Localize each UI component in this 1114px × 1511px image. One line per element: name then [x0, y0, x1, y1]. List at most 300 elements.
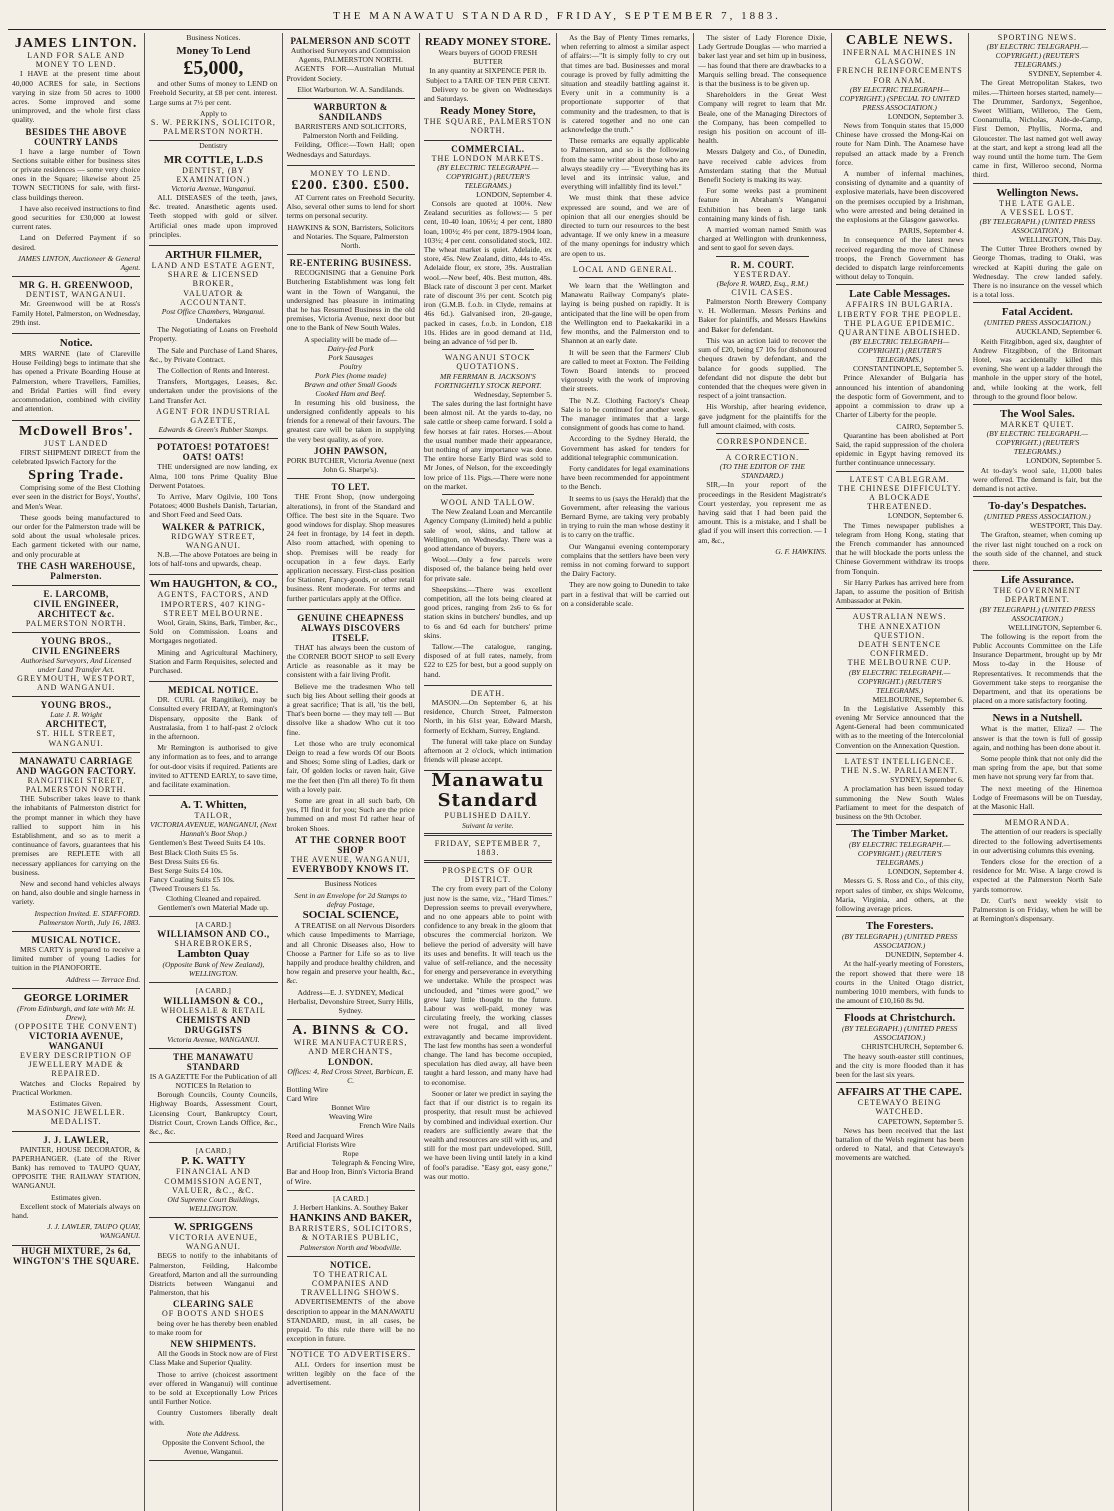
rule — [442, 494, 534, 495]
london-date: LONDON, September 4. — [476, 189, 552, 199]
death-body: MASON.—On September 6, at his residence, Church Street, Palmerston North, in his 61st year, Edward Marsh, formerly of Eckham, Surrey, England. — [423, 697, 552, 735]
ad-carriage — [12, 753, 140, 932]
hankins-addr: Palmerston North and Woodville. — [299, 1242, 402, 1252]
nutshell-body2: Some people think that not only did the man spring from the ape, but that some men have not sprung very far from that. — [972, 753, 1102, 782]
whitten-l4: Best Serge Suits £4 10s. — [149, 866, 223, 875]
ad-theatrical-notice — [287, 1257, 415, 1351]
walker-body: N.B.—The above Potatoes are being in lots of half-tons and upwards, cheap. — [149, 549, 278, 569]
col5-body2: These remarks are equally applicable to Palmerston, and so is the following from the same writer about those who are always steadily cry — "Everything has its level and its intrinsic value, and everything will infallibly find its level." — [561, 136, 690, 192]
filmer-head: ARTHUR FILMER, — [164, 249, 262, 262]
separator — [973, 814, 1102, 815]
young-4: GREYMOUTH, WESTPORT, AND WANGANUI. — [17, 673, 136, 693]
genuine-head: GENUINE CHEAPNESS ALWAYS DISCOVERS ITSELF. — [297, 612, 405, 643]
separator — [836, 753, 964, 754]
correction-head: A CORRECTION. — [725, 453, 800, 463]
money-amts: £200. £300. £500. — [291, 178, 410, 194]
death-head: DEATH. — [470, 688, 505, 698]
notice-head: Notice. — [59, 337, 93, 350]
fatal: Fatal Accident. — [1001, 306, 1073, 319]
ad-binns — [287, 1020, 415, 1191]
foresters-date: DUNEDIN, September 4. — [885, 950, 964, 960]
loan-body: I have also received instructions to find good securities for £30,000 at lowest current rates. — [12, 203, 141, 232]
london-markets: THE LONDON MARKETS. — [431, 153, 545, 163]
column-8 — [969, 33, 1106, 1511]
pal-sub: Authorised Surveyors and Commission Agents, PALMERSTON NORTH. — [290, 46, 411, 65]
life-date: WELLINGTON, September 6. — [1008, 622, 1102, 632]
civil-cases: CIVIL CASES. — [731, 287, 794, 297]
ad-palmerson — [287, 33, 415, 99]
carriage-sub: RANGITIKEI STREET, PALMERSTON NORTH. — [25, 775, 127, 794]
watty-sub: FINANCIAL AND COMMISSION AGENT, VALUER, &C., &C. — [164, 1167, 263, 1195]
separator — [836, 916, 964, 917]
filmer-l1: The Negotiating of Loans on Freehold Property. — [149, 325, 278, 344]
infernal-date: LONDON, September 3. — [887, 111, 964, 121]
column-7 — [832, 33, 969, 1511]
ad-lawler — [12, 1132, 140, 1246]
local-body4: According to the Sydney Herald, the Government has asked for tenders for additional telegraphic communication. — [561, 434, 690, 462]
ad-mcdowell — [12, 421, 140, 586]
cape-date: CAPETOWN, September 5. — [877, 1116, 964, 1126]
notice-body: MRS WARNE (late of Clareville House Feilding) begs to intimate that she has opened a Private Boarding House at Palmerston, where Travellers, Families, and Bridal Parties will find every accommodation, combined with civility and attention. — [12, 349, 141, 414]
binns-l2: Card Wire — [286, 1093, 318, 1103]
columns — [8, 33, 1106, 1511]
supply: A speciality will be made of— — [304, 334, 398, 344]
note: Note the Address. — [186, 1428, 241, 1438]
ad-ready-money — [424, 33, 552, 141]
gazette-head: THE MANAWATU STANDARD — [173, 1051, 254, 1072]
clearing: CLEARING SALE — [172, 1299, 254, 1310]
haughton-head: Wm HAUGHTON, & CO., — [149, 578, 278, 591]
latest-intel: LATEST INTELLIGENCE. — [844, 756, 955, 766]
tolet-head: TO LET. — [331, 482, 370, 493]
walker: WALKER & PATRICK, — [161, 521, 265, 532]
col6-body5: A married woman named Smith was charged at Wellington with drunkenness, and sent to gaol for seven days. — [698, 225, 827, 253]
medical-head: MEDICAL NOTICE. — [168, 685, 259, 696]
memoranda: MEMORANDA. — [1004, 818, 1071, 828]
life-tel: (BY TELEGRAPH.) (UNITED PRESS ASSOCIATION.) — [979, 604, 1096, 623]
filmer-addr: Post Office Chambers, Wanganui. — [161, 307, 266, 317]
money-lend-body: AT Current rates on Freehold Security. Also, several other sums to lend for short terms on personal security. — [286, 193, 415, 221]
musical-addr: Address — Terrace End. — [66, 974, 141, 984]
separator — [973, 570, 1102, 571]
hankins-sub: BARRISTERS, SOLICITORS, & NOTARIES PUBLIC, — [288, 1224, 413, 1243]
constantinople: CONSTANTINOPLE, September 5. — [852, 364, 964, 374]
ad-williamson — [149, 917, 277, 983]
wool-body: The New Zealand Loan and Mercantile Agency Company (Limited) held a public sale of wool, skins, and tallow at Wellington, on Wednesday. There was a good attendance of buyers. — [423, 507, 552, 553]
whitten-l1: Gentlemen's Best Tweed Suits £4 10s. — [149, 838, 266, 848]
rm-body3: His Worship, after hearing evidence, gave judgment for the plaintiffs for the full amount claimed, with costs. — [698, 402, 827, 430]
ad-watty — [149, 1143, 277, 1218]
melb-body: In the Legislative Assembly this evening Mr Service announced that the Agent-General had been communicated with as to the meeting of the Intercolonial Convention on the Annexation Question. — [835, 703, 964, 750]
masthead-motto: Suivant la verite. — [462, 820, 514, 830]
wool-sales: The Wool Sales. — [1000, 408, 1075, 421]
sydney-date: SYDNEY, September 6. — [890, 775, 964, 785]
hankins-head: HANKINS AND BAKER, — [289, 1212, 412, 1225]
adv-body: ALL Orders for insertion must be written legibly on the face of the advertisement. — [286, 1359, 415, 1387]
filmer-l2: The Sale and Purchase of Land Shares, &c., by Private Contract. — [149, 345, 278, 364]
gazette-sub: IS A GAZETTE For the Publication of all NOTICES In Relation to — [149, 1071, 277, 1091]
foresters: The Foresters. — [865, 920, 934, 933]
sporting-tel: (BY ELECTRIC TELEGRAPH.—COPYRIGHT.) (REUTER'S TELEGRAMS.) — [986, 42, 1089, 70]
clearing-sub: OF BOOTS AND SHOES — [162, 1309, 265, 1319]
todays: To-day's Despatches. — [988, 500, 1087, 513]
quarantine: QUARANTINE ABOLISHED. — [838, 328, 961, 338]
ad-musical — [12, 932, 140, 989]
musical-head: MUSICAL NOTICE. — [31, 935, 121, 945]
lorimer-opp: (OPPOSITE THE CONVENT) — [14, 1021, 138, 1031]
section-death — [424, 686, 552, 772]
larcomb-2: CIVIL ENGINEER, — [33, 598, 119, 609]
linton-body: I HAVE at the present time about 40,000 ACRES for sale, in Sections varying in size from 50 acres to 1000 acres. Some improved and some unimproved, and the whole first class quality. — [12, 69, 141, 125]
filmer-sub3: VALUATOR & ACCOUNTANT. — [179, 288, 247, 307]
corner-sig: AT THE CORNER BOOT SHOP — [294, 834, 407, 855]
whitten-sub: TAILOR, — [194, 811, 233, 821]
warb-body: Feilding, Office:—Town Hall; open Wednesdays and Saturdays. — [286, 140, 415, 159]
reentering-body: RECOGNISING that a Genuine Pork Butchering Establishment was long felt want in the Town of Wanganui, the undersigned has pleasure in intimating that he has Resumed Business in the old premises, Victoria Avenue, next door but one to the Bank of New South Wales. — [286, 268, 415, 333]
double-rule — [424, 833, 552, 836]
sporting-date: SYDNEY, September 4. — [1028, 69, 1102, 79]
tolet-body: THE Front Shop, (now undergoing alterations), in front of the Standard and Office. The best site in the Square. Two good windows for display. Shop measures 24 feet in frontage, by 14 feet in depth. Also room attached, with opening to shop. Premises will be ready for occupation in a few days. Early application necessary. First-class position for Stationer, Fancy-goods, or other retail business. Rent moderate. For terms and further particulars apply at the Office. — [286, 492, 415, 603]
social-head: SOCIAL SCIENCE, — [302, 909, 399, 922]
binns-head: A. BINNS & CO. — [292, 1023, 410, 1039]
corresp-head: CORRESPONDENCE. — [716, 436, 808, 446]
stock-head: WANGANUI STOCK QUOTATIONS. — [444, 353, 531, 372]
money-head: Money To Lend — [176, 45, 251, 58]
sporting: SPORTING NEWS. — [997, 33, 1078, 42]
filmer-sub2: SHARE & LICENSED BROKER, — [167, 270, 259, 289]
spriggens-body: BEGS to notify to the inhabitants of Palmerston, Feilding, Halcombe Greatford, Marton and all the surrounding Districts between Wanganui and Palmerston, that his — [149, 1251, 278, 1298]
ready-sig: Ready Money Store, — [440, 105, 536, 118]
reentering-body2: In resuming his old business, the undersigned confidently appeals to his friends for a renewal of their favours. The greatest care will be taken in supplying the very best quality, as of yore. — [286, 397, 415, 444]
separator — [973, 496, 1102, 497]
young2-3: ARCHITECT, — [45, 719, 107, 730]
melb-date: MELBOURNE, September 6. — [872, 694, 964, 704]
stock-date: Wednesday, September 5. — [473, 389, 552, 399]
spriggens-body3: Those to arrive (choicest assortment ever offered in Wanganui) will continue to be sold at Exceptionally Low Prices until Further Notice. — [149, 1369, 278, 1407]
supply-l2: Pork Sausages — [328, 352, 374, 362]
whitten-head: A. T. Whitten, — [180, 799, 247, 812]
todays-date: WESTPORT, This Day. — [1029, 521, 1102, 531]
carriage-sig: Inspection Invited. E. STAFFORD. Palmerston North, July 16, 1883. — [34, 908, 141, 927]
wool-body4: Tallow.—The catalogue, ranging, disposed of at full rates, namely, from £22 to £25 for best, but a good supply on hand. — [423, 641, 552, 679]
filmer-agent: AGENT FOR INDUSTRIAL GAZETTE, — [156, 406, 271, 426]
pal-ellist: Eliot Warburton. W. A. Sandilands. — [297, 84, 405, 94]
ad-filmer — [149, 246, 277, 439]
column-3 — [283, 33, 420, 1511]
williamson2-sub: WHOLESALE & RETAIL — [160, 1005, 266, 1015]
whitten-l3: Best Dress Suits £6 6s. — [149, 856, 220, 866]
commercial-head: COMMERCIAL. — [451, 143, 525, 154]
young2-2: Late J. R. Wright — [50, 710, 102, 720]
header-date: SEPTEMBER 7, 1883. — [624, 10, 781, 22]
masthead-date: FRIDAY, SEPTEMBER 7, 1883. — [434, 838, 541, 857]
walker-addr: RIDGWAY STREET, WANGANUI. — [171, 531, 256, 550]
supply-l1: Dairy-fed Pork — [327, 343, 374, 353]
potatoes: POTATOES! POTATOES! — [156, 442, 270, 453]
double-rule — [424, 860, 552, 863]
plague: THE PLAGUE EPIDEMIC. — [844, 318, 956, 328]
williamson2: WILLIAMSON & CO., — [163, 995, 264, 1006]
ad-notice-warne — [12, 334, 140, 420]
cottle-addr: Victoria Avenue, Wanganui. — [171, 184, 256, 194]
carriage-body2: New and second hand vehicles always on hand, also double and single harness in variety. — [12, 878, 141, 907]
filmer-under: Undertakes — [196, 316, 231, 326]
haughton-sub: AGENTS, FACTORS, AND IMPORTERS, 407 KING-STREET MELBOURNE. — [157, 590, 270, 618]
life: Life Assurance. — [1001, 574, 1074, 587]
spriggens-body2: All the Goods in Stock now are of First Class Make and Superior Quality. — [149, 1349, 278, 1368]
lambton: Lambton Quay — [177, 948, 250, 961]
floods-tel: (BY TELEGRAPH.) (UNITED PRESS ASSOCIATION.) — [841, 1024, 958, 1043]
chinese: THE CHINESE DIFFICULTY. — [838, 483, 962, 493]
local-body5: Forty candidates for legal examinations have been recommended for appointment to the Bench. — [561, 463, 690, 492]
binns-l10: Bar and Hoop Iron, Binn's Victoria Brand of Wire. — [286, 1167, 414, 1186]
nutshell-body3: The next meeting of the Hinemoa Lodge of Freemasons will be on Tuesday, at the Masonic Hall. — [972, 783, 1102, 811]
ad-gazette — [149, 1049, 277, 1143]
binns-office: Offices: 4, Red Cross Street, Barbican, E. C. — [287, 1066, 414, 1085]
stock-sub: MR FERRMAN B. JACKSON'S FORTNIGHTLY STOCK REPORT. — [434, 371, 542, 390]
rm-body2: This was an action laid to recover the sum of £20, being £7 10s for dishonoured cheques drawn by defendant, and the balance for goods supplied. The defendant did not dispute the debt but contended that the cheques were given in respect of a joint transaction. — [698, 335, 827, 401]
watty-head: P. K. WATTY — [181, 1155, 246, 1168]
linton-name: JAMES LINTON. — [14, 36, 138, 51]
col6-body1: The sister of Lady Florence Dixie, Lady Gertrude Douglas — who married a baker last year and set him up in business, — has found that there are drawbacks to a Marquis selling bread. The consequence is that the business is to be given up. — [698, 33, 827, 89]
cairo-body: Quarantine has been abolished at Port Said, the rapid suppression of the cholera epidemic in Egypt having removed its further continuance unnecessary. — [835, 430, 964, 468]
rm-body: Palmerston North Brewery Company v. H. Wollerman. Messrs Perkins and Baker for plaintiffs, and Messrs Hawkins and Baker for defendant. — [698, 297, 827, 334]
rule — [579, 261, 671, 262]
binns-l3: Bonnet Wire — [331, 1103, 370, 1113]
whitten-l5: Fancy Coating Suits £5 10s. — [149, 875, 235, 885]
notice-head-3: NOTICE. — [329, 1259, 372, 1270]
separator — [973, 404, 1102, 405]
larcomb-4: PALMERSTON NORTH. — [25, 618, 127, 628]
gazette-body: Borough Councils, County Councils, Highway Boards, Assessment Court, Licensing Court, Bankruptcy Court, District Court, Crown Lands Office, &c., &c., &c. — [149, 1090, 278, 1137]
blockade: A BLOCKADE THREATENED. — [867, 492, 933, 512]
infernal-body: News from Tonquin states that 15,000 Chinese have crossed the Mong-Kai on route for Nam Dinh. The Anamese have repulsed an attack made by a French force. — [835, 121, 964, 167]
williamson-head: WILLIAMSON AND CO., — [157, 929, 270, 940]
besides-head: BESIDES THE ABOVE COUNTRY LANDS — [25, 126, 127, 147]
note-body: Opposite the Convent School, the Avenue, Wanganui. — [162, 1437, 265, 1456]
whitten-l6: (Tweed Trousers £1 5s. — [149, 884, 221, 894]
column-5 — [557, 33, 694, 1511]
spriggens: W. SPRIGGENS — [173, 1221, 253, 1234]
money-amt: £5,000, — [183, 57, 244, 80]
poem-1: Believe me the tradesmen Who tell such big lies About selling their goods at a great sacrifice; That is all, 'tis the bell, That's been borne — they may tell — But dissolve like a shadow Who cut it too fine. — [286, 681, 415, 737]
dentistry: Dentistry — [199, 141, 228, 151]
masonic: MASONIC JEWELLER. MEDALIST. — [26, 1108, 126, 1127]
pal-head: PALMERSON AND SCOTT — [290, 36, 411, 46]
card3-label: [A CARD.] — [195, 1146, 231, 1156]
lawler-est: Estimates given. — [51, 1192, 102, 1202]
lawler-sig: J. J. LAWLER, TAUPO QUAY, WANGANUI. — [47, 1222, 141, 1241]
clearing-body: being over he has thereby been enabled to make room for — [149, 1318, 278, 1337]
wool-head: WOOL AND TALLOW. — [440, 497, 536, 507]
theatrical: TO THEATRICAL COMPANIES AND TRAVELLING SHOWS. — [301, 1269, 400, 1298]
todays-tel: (UNITED PRESS ASSOCIATION.) — [984, 512, 1091, 522]
musical-body: MRS CARTY is prepared to receive a limited number of young Ladies for tuition in the PIANOFORTE. — [12, 945, 141, 973]
ready-addr: THE SQUARE, PALMERSTON NORTH. — [423, 117, 552, 136]
larcomb-3: ARCHITECT &c. — [37, 608, 115, 619]
linton-sig: JAMES LINTON, Auctioneer & General Agent. — [17, 253, 141, 273]
death-body2: The funeral will take place on Sunday afternoon at 2 o'clock, which intimation friends will please accept. — [423, 736, 552, 765]
binns-addr: LONDON. — [327, 1056, 374, 1067]
medical-body: DR. CURL (at Rangitikei), may be Consulted every FRIDAY, at Remington's Dispensary, opposite the Bank of Australasia, from 1 to half-past 2 o'clock in the afternoon. — [149, 695, 278, 741]
rule — [442, 349, 534, 350]
oats-body2: To Arrive, Marv Ogilvie, 100 Tons Potatoes; 4000 Bushels Danish, Tartarian, and Short Feed and Seed Oats. — [149, 491, 278, 520]
paris-body: In consequence of the latest news received regarding the move of Chinese troops, the French Government has decided to dispatch large reinforcements without delay to Tonquin. — [835, 235, 964, 282]
young2-1: YOUNG BROS., — [40, 700, 112, 711]
col6-body2: Shareholders in the Great West Company will regret to learn that Mr. Beale, one of the Managing Directors of the Company, has been compelled to resign his position on account of ill-health. — [698, 90, 827, 146]
separator — [973, 708, 1102, 709]
nutshell-body: What is the matter, Eliza? — The answer is that the town is full of gossip again, and nothing has been done about it. — [972, 724, 1102, 752]
correction-body: SIR,—In your report of the proceedings in the Resident Magistrate's Court yesterday, you represent me as having said that I had been paid the amount. This is a mistake, and I shall be glad if you will insert this correction. — I am, &c., — [698, 480, 827, 545]
separator — [973, 302, 1102, 303]
lorimer-head: GEORGE LORIMER — [23, 991, 129, 1004]
card2-label: [A CARD.] — [195, 986, 231, 996]
editorial-masthead — [424, 771, 552, 863]
column-4 — [420, 33, 557, 1511]
whitten-addr: VICTORIA AVENUE, WANGANUI, (Next Hannah's Boot Shop.) — [150, 820, 277, 839]
lawler-body: PAINTER, HOUSE DECORATOR, & PAPERHANGER. (Late of the River Bank) has removed to TAUPO QUAY, OPPOSITE THE RAILWAY STATION, WANGANUI. — [12, 1144, 141, 1191]
ad-potatoes — [149, 439, 277, 575]
page-header — [8, 10, 1106, 30]
separator — [836, 1082, 964, 1083]
plague-body: Prince Alexander of Bulgaria has announced his intention of abandoning the despotic form of Government, and to appoint a commission to draw up a Charter of Liberty for the people. — [835, 373, 964, 420]
binns-l6: Reed and Jacquard Wires — [286, 1130, 364, 1140]
separator — [836, 608, 964, 609]
melb-tel: (BY ELECTRIC TELEGRAPH.—COPYRIGHT.) (REUTER'S TELEGRAMS.) — [848, 667, 951, 695]
supply-l4: Pork Pies (home made) — [314, 370, 387, 380]
pal-agents: AGENTS FOR—Australian Mutual Provident Society. — [286, 64, 415, 83]
young-2: CIVIL ENGINEERS — [31, 645, 121, 656]
timber: The Timber Market. — [851, 828, 949, 841]
london-body: Consols are quoted at 100⅛. New Zealand securities as follows:— 5 per cent, 10-40 loan, 106½; 4 per cent, 1880 loan, 100½; 4½ per cent, 1879-1904 loan, 103½; 4 per cent. consolidated stock, 102. The wheat market is quiet. Adelaide, ex store, 45s. New Zealand, ditto, 44s to 45s. Adelaide flour, ex store, 39s. Australian wool.—New beef, 40s. Best mutton, 48s. Black rate of discount 3 per cent. Market rate of discount 3½ per cent. Scotch pig iron (G.M.B. f.o.b. in Clyde, remains at 46s 6d.). Galvanised iron, 20-gauge, packed in cases, f.o.b. in London, £18 10s. Hides are in good demand at 11d, being an advance of ½d per lb. — [423, 199, 552, 347]
french-body: A number of infernal machines, consisting of dynamite and a quantity of explosive materials, have been discovered on the premises occupied by a Irishman, who were arrested and being detained in the explosions at the Glasgow gasworks. — [835, 169, 964, 225]
filmer-l4: Transfers, Mortgages, Leases, &c. undertaken under the provisions of the Land Transfer Act. — [149, 377, 278, 405]
corner-sub2: EVERYBODY KNOWS IT. — [292, 864, 409, 874]
apply: Apply to — [199, 108, 227, 118]
vessel-lost: A VESSEL LOST. — [1000, 207, 1075, 217]
header-day: FRIDAY, — [556, 10, 620, 22]
foresters-tel: (BY TELEGRAPH.) (UNITED PRESS ASSOCIATION.) — [841, 932, 958, 951]
whitten-body: Clothing Cleaned and repaired. — [165, 893, 261, 903]
supply-l3: Poultry — [339, 361, 363, 371]
life-body: The following is the report from the Public Accounts Committee on the Life Insurance Department, brought up by Mr Moss to-day in the House of Representatives. It recommends that the Government take steps to reorganise the Department, and that its operations be placed on a more satisfactory footing. — [972, 631, 1102, 706]
ad-money-lend-hawkins — [287, 166, 415, 255]
ad-spriggens — [149, 1218, 277, 1461]
masthead-title: Manawatu Standard — [431, 770, 545, 812]
warb-sub: BARRISTERS AND SOLICITORS, Palmerston North and Feilding. — [294, 122, 407, 141]
larcomb-1: E. LARCOMB, — [43, 588, 109, 599]
goods-body: These goods being manufactured to our order for the Palmerston trade will be sold about the usual wholesale prices. Each garment ticketed with our name, and only procurable at — [12, 512, 141, 559]
separator — [973, 183, 1102, 184]
local-body2: It will be seen that the Farmers' Club are called to meet at Foxton. The Feilding Town Board intends to proceed vigorously with the work of improving their streets. — [561, 347, 690, 394]
separator — [836, 1008, 964, 1009]
filmer-sub: LAND AND ESTATE AGENT, — [151, 261, 276, 271]
supply-l6: Cooked Ham and Beef. — [315, 388, 386, 398]
chemists-addr: Victoria Avenue, WANGANUI. — [167, 1034, 260, 1044]
ready-body2: Delivery to be given on Wednesdays and Saturdays. — [423, 84, 552, 104]
lawler-head: J. J. LAWLER, — [43, 1134, 109, 1145]
mcdowell-sub: JUST LANDED — [44, 438, 109, 448]
rule — [716, 433, 808, 434]
ad-young-bros — [12, 633, 140, 697]
masthead-sub: PUBLISHED DAILY. — [444, 811, 532, 821]
col5-body3: We must think that these advice expressed are sound, and we are of opinion that all our energies should be directed to turn our resources to the best advantage. If we only knew in a measure of the many openings for industry which are open to us. — [561, 193, 690, 258]
rule — [716, 256, 808, 257]
binns-l5: French Wire Nails — [359, 1121, 415, 1131]
local-body: We learn that the Wellington and Manawatu Railway Company's plate-laying is being pushed on rapidly. It is anticipated that the line will be open from the Wellington end to Paekakariki in a few months, and the Palmerston end to Shannon at an early date. — [561, 281, 690, 346]
spriggens-body4: Country Customers liberally dealt with. — [149, 1408, 278, 1427]
timber-date: LONDON, September 4. — [887, 867, 964, 877]
plague-tel: (BY ELECTRIC TELEGRAPH—COPYRIGHT.) (REUTER'S TELEGRAMS.) — [849, 337, 950, 365]
cottle-sub: DENTIST, (BY EXAMINATION.) — [176, 165, 251, 184]
watty-addr: Old Supreme Court Buildings, WELLINGTON. — [167, 1195, 260, 1214]
social-body: A TREATISE on all Nervous Disorders which cause Impediments to Marriage, and all Chronic Diseases also, How to Choose a Partner for Life so as to live happily and produce healthy children, and how regain and preserve your health, &c., &c. — [286, 921, 415, 986]
rm-judge: (Before R. WARD, Esq., R.M.) — [716, 278, 809, 288]
prospects-head: PROSPECTS OF OUR DISTRICT. — [442, 866, 534, 885]
binns-l7: Artificial Florists Wire — [286, 1139, 356, 1149]
poem-3: Some are great in all such barb, Oh yes, I'll find it for you; Such are the price hummed on and most I'd rather hear of broken Shoes. — [286, 795, 415, 833]
perkins: S. W. PERKINS, SOLICITOR, PALMERSTON NORTH. — [150, 118, 276, 137]
money-body: and other Sums of money to LEND on Freehold Security, at £8 per cent. interest. Large sums at 7½ per cent. — [149, 79, 278, 107]
london-tel: (BY ELECTRIC TELEGRAPH.—COPYRIGHT.) (REUTER'S TELEGRAMS.) — [437, 162, 539, 190]
ad-social-science — [287, 888, 415, 1020]
wgtn-date: WELLINGTON, This Day. — [1018, 235, 1102, 245]
genuine-body: THAT has always been the custom of the CORNER BOOT SHOP to sell Every Article as reasonable as it may be consistent with a fair living Profit. — [286, 642, 415, 680]
section-commercial — [424, 141, 552, 686]
mixture: HUGH MIXTURE, 2s 6d, WINGTON'S THE SQUARE. — [12, 1245, 140, 1266]
govt-dept: THE GOVERNMENT DEPARTMENT. — [993, 586, 1082, 605]
infernal: INFERNAL MACHINES IN GLASGOW. — [842, 48, 957, 67]
rule — [716, 449, 808, 450]
young-3: Authorised Surveyors, And Licensed under Land Transfer Act. — [20, 655, 132, 674]
carriage-body: THE Subscriber takes leave to thank the inhabitants of Palmerston district for the prompt manner in which they have rallied to support him in his Establishment, and so as to merit a continuance of favors, guarantees that his premises are REPLETE with all necessary appliances for carrying on the business. — [12, 794, 141, 877]
young-1: YOUNG BROS., — [40, 635, 112, 646]
local-body7: Our Wanganui evening contemporary complains that the settlers have been very remiss in not coming forward to support the Dairy Factory. — [561, 541, 690, 579]
spring-body: Comprising some of the Best Clothing ever seen in the district for Boys', Youths', and Men's Wear. — [12, 483, 141, 511]
haughton-body2: Mining and Agricultural Machinery, Station and Farm Requisites, selected and Purchased. — [149, 647, 278, 675]
besides-body: I have a large number of Town Sections suitable either for business sites or private residences — some very choice ones in the Square; likewise about 25 TOWN SECTIONS for sale, with first-class buildings thereon. — [12, 146, 141, 202]
binns-l8: Rope — [342, 1149, 359, 1159]
timber-tel: (BY ELECTRIC TELEGRAPH.—COPYRIGHT.) (REUTER'S TELEGRAMS.) — [848, 840, 951, 868]
wgtn-body: The Cutter Three Brothers owned by George Thomas, trading to Otaki, was wrecked at Kapiti during the gale on Wednesday. The crew landed safely. There is no insurance on the vessel which is a total loss. — [972, 244, 1102, 300]
williamson-sub: SHAREBROKERS, — [174, 939, 253, 949]
hawkins: HAWKINS & SON, Barristers, Solicitors and Notaries. The Square, Palmerston North. — [287, 222, 414, 251]
lambton-sub: (Opposite Bank of New Zealand), WELLINGTON. — [162, 960, 265, 979]
pawson: JOHN PAWSON, — [313, 445, 388, 456]
col6-body3: Messrs Dalgety and Co., of Dunedin, have received cable advices from Amsterdam stating that the Mutual Benefit Society is making its way. — [698, 147, 827, 185]
wool-tel: (BY ELECTRIC TELEGRAPH.—COPYRIGHT.) (REUTER'S TELEGRAMS.) — [986, 429, 1089, 457]
aust-news: AUSTRALIAN NEWS. — [852, 612, 947, 622]
wool-body2: Wool.—Only a few parcels were disposed of, the balance being held over for private sale. — [423, 555, 552, 583]
sir-harry: Sir Harry Parkes has arrived here from Japan, to assume the position of British Ambassador at Pekin. — [835, 577, 964, 606]
ad-advertisers — [287, 1350, 415, 1387]
memoranda-body2: Tenders close for the erection of a residence for Mr. Wise. A large crowd is expected at the Palmerston North Sale yards tomorrow. — [972, 857, 1102, 894]
ad-larcomb — [12, 586, 140, 633]
column-2 — [145, 33, 282, 1511]
local-head: LOCAL AND GENERAL. — [572, 264, 678, 274]
cable-head: CABLE NEWS. — [845, 33, 954, 48]
ready-body: In any quantity at SIXPENCE PER lb. Subject to a TARE OF TEN PER CENT. — [425, 66, 550, 85]
col6-body4: For some weeks past a prominent feature in Abraham's Wanganui Exhibition has been a large tank containing many kinds of fish. — [698, 186, 827, 223]
greenwood-body: Mr. Greenwood will be at Ross's Family Hotel, Palmerston, on Wednesday, 29th inst. — [12, 299, 141, 327]
floods: Floods at Christchurch. — [843, 1012, 956, 1025]
ad-williamson-chemists — [149, 983, 277, 1048]
lawler-body2: Excellent stock of Materials always on hand. — [12, 1201, 141, 1221]
wool-date: LONDON, September 5. — [1026, 456, 1102, 466]
stock-body: The sales during the last fortnight have been almost nil. At the yards to-day, no sale cattle or sheep came forward. I sold a few horses at fair rates. Horses.—About the usual number made their appearance, but nothing of any importance was done. The entire horse Early Bird was sold to Mr Jones, of Nelson, for the exceedingly low price of 11s. Pigs.—There were none on the market. — [423, 398, 552, 491]
market-quiet: MARKET QUIET. — [1000, 420, 1075, 430]
oats-body: THE undersigned are now landing, ex Alma, 100 tons Prime Quality Blue Derwent Potatoes. — [149, 462, 278, 490]
